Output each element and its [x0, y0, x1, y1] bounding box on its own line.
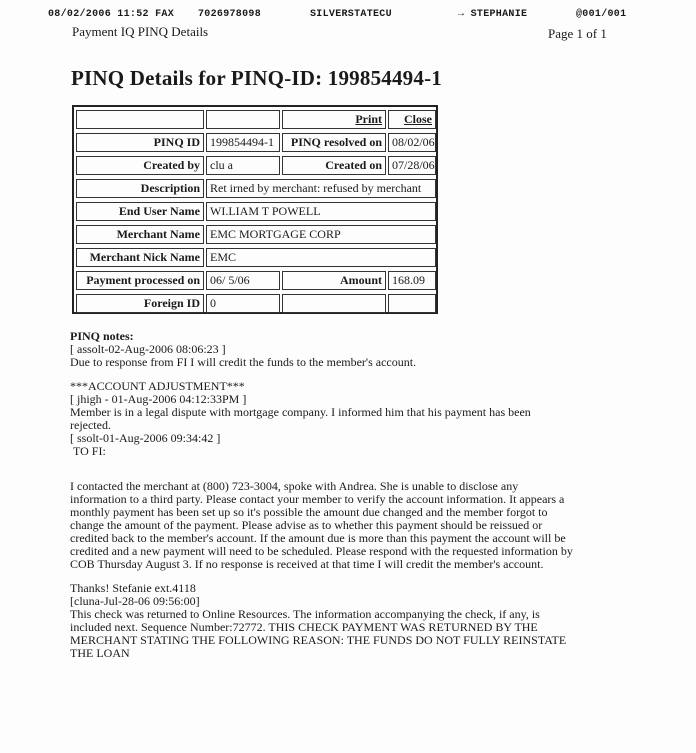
- created-row: [76, 156, 434, 175]
- close-button[interactable]: Close: [388, 110, 436, 129]
- note-line: ***ACCOUNT ADJUSTMENT***: [70, 379, 245, 393]
- notes-heading: PINQ notes:: [70, 329, 134, 343]
- resolved-value: 08/02/06: [388, 133, 436, 152]
- note-line: Due to response from FI I will credit the funds to the member's account.: [70, 355, 417, 369]
- note-line: credited and a new payment will need to be scheduled. Please respond with the requested information by: [70, 544, 573, 558]
- page-title: PINQ Details for PINQ-ID: 199854494-1: [71, 66, 442, 90]
- note-line: Thanks! Stefanie ext.4118: [70, 581, 196, 595]
- notes-body: [70, 343, 615, 660]
- merchant-label: Merchant Name: [76, 225, 204, 244]
- note-line: credited back to the member's account. If the amount due is more than this payment the account will be: [70, 531, 566, 545]
- note-line: [cluna-Jul-28-06 09:56:00]: [70, 594, 200, 608]
- description-label: Description: [76, 179, 204, 198]
- pinq-id-label: PINQ ID: [76, 133, 204, 152]
- document-subheader: Payment IQ PINQ Details: [72, 24, 209, 39]
- pinq-details-table: [72, 105, 438, 314]
- description-value: Ret irned by merchant: refused by merchant: [206, 179, 436, 198]
- amount-value: 168.09: [388, 271, 436, 290]
- description-row: [76, 179, 434, 198]
- fax-recipient: → STEPHANIE: [458, 9, 528, 20]
- note-line: [ ssolt-01-Aug-2006 09:34:42 ]: [70, 431, 221, 445]
- created-on-value: 07/28/06: [388, 156, 436, 175]
- note-line: included next. Sequence Number:72772. THIS CHECK PAYMENT WAS RETURNED BY THE: [70, 620, 538, 634]
- fax-sender: SILVERSTATECU: [310, 9, 392, 20]
- nickname-row: [76, 248, 434, 267]
- note-line: [ jhigh - 01-Aug-2006 04:12:33PM ]: [70, 392, 247, 406]
- note-line: MERCHANT STATING THE FOLLOWING REASON: THE FUNDS DO NOT FULLY REINSTATE: [70, 633, 567, 647]
- fax-page-counter: @001/001: [576, 9, 627, 20]
- print-button[interactable]: Print: [282, 110, 386, 129]
- foreign-id-label: Foreign ID: [76, 294, 204, 313]
- note-line: THE LOAN: [70, 646, 130, 660]
- toolbar-row: [76, 110, 434, 129]
- end-user-label: End User Name: [76, 202, 204, 221]
- note-line: information to a third party. Please contact your member to verify the account information. It appears a: [70, 492, 565, 506]
- empty-cell: [76, 110, 204, 129]
- amount-label: Amount: [282, 271, 386, 290]
- note-line: I contacted the merchant at (800) 723-3004, spoke with Andrea. She is unable to disclose any: [70, 479, 519, 493]
- pinq-notes: [70, 330, 615, 660]
- empty-cell: [282, 294, 386, 313]
- pinq-id-value: 199854494-1: [206, 133, 280, 152]
- created-by-label: Created by: [76, 156, 204, 175]
- fax-number: 7026978098: [198, 9, 262, 20]
- pinq-id-row: [76, 133, 434, 152]
- empty-cell: [206, 110, 280, 129]
- note-line: change the amount of the payment. Please advise as to whether this payment should be reissued or: [70, 518, 543, 532]
- nickname-value: EMC: [206, 248, 436, 267]
- created-by-value: clu a: [206, 156, 280, 175]
- page-number: Page 1 of 1: [548, 26, 607, 41]
- note-spacer: [70, 458, 615, 469]
- fax-datetime: 08/02/2006 11:52 FAX: [48, 9, 175, 20]
- nickname-label: Merchant Nick Name: [76, 248, 204, 267]
- note-line: [ assolt-02-Aug-2006 08:06:23 ]: [70, 342, 226, 356]
- processed-label: Payment processed on: [76, 271, 204, 290]
- note-line: COB Thursday August 3. If no response is received at that time I will credit the member's account.: [70, 557, 544, 571]
- processed-value: 06/ 5/06: [206, 271, 280, 290]
- resolved-label: PINQ resolved on: [282, 133, 386, 152]
- merchant-row: [76, 225, 434, 244]
- note-line: Member is in a legal dispute with mortgage company. I informed him that his payment has been: [70, 405, 531, 419]
- foreign-id-row: [76, 294, 434, 313]
- processed-row: [76, 271, 434, 290]
- end-user-row: [76, 202, 434, 221]
- end-user-value: WI.LIAM T POWELL: [206, 202, 436, 221]
- foreign-id-value: 0: [206, 294, 280, 313]
- created-on-label: Created on: [282, 156, 386, 175]
- note-line: rejected.: [70, 418, 111, 432]
- note-line: TO FI:: [70, 444, 106, 458]
- note-line: This check was returned to Online Resources. The information accompanying the check, if any, is: [70, 607, 540, 621]
- empty-cell: [388, 294, 436, 313]
- note-line: monthly payment has been set up so it's possible the amount due changed and the member forgot to: [70, 505, 548, 519]
- fax-header: [48, 9, 636, 23]
- merchant-value: EMC MORTGAGE CORP: [206, 225, 436, 244]
